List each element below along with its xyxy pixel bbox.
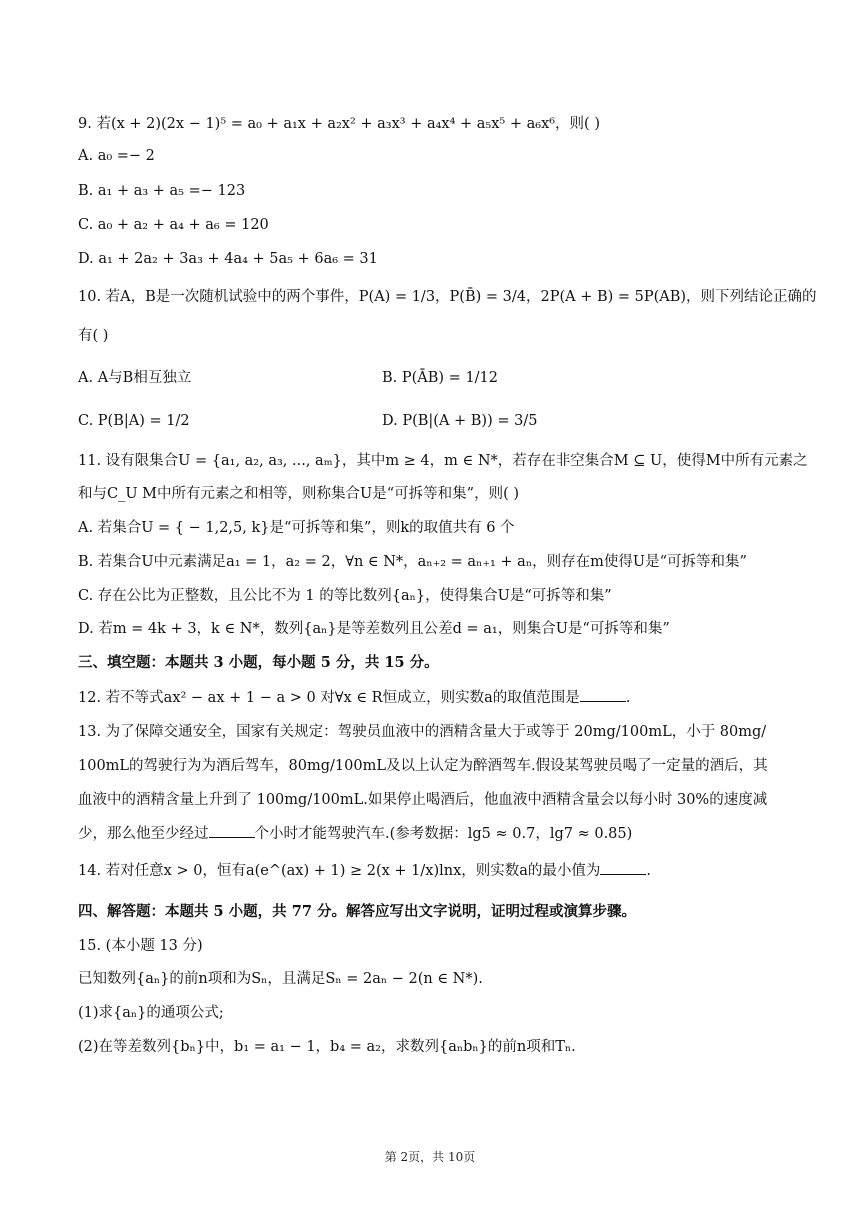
q15-given: 已知数列{aₙ}的前n项和为Sₙ，且满足Sₙ = 2aₙ − 2(n ∈ N*).: [78, 971, 483, 987]
q10-option-b: B. P(ĀB) = 1/12: [382, 370, 498, 386]
section-4-heading: 四、解答题：本题共 5 小题，共 77 分。解答应写出文字说明，证明过程或演算步骤。: [78, 903, 636, 920]
q12: [78, 687, 630, 708]
q10-stem-line2: 有( ): [78, 328, 109, 344]
q14-end: .: [646, 863, 652, 879]
q13-line4-start: 少，那么他至少经过: [78, 826, 209, 842]
q11-option-b: B. 若集合U中元素满足a₁ = 1，a₂ = 2，∀n ∈ N*，aₙ₊₂ = aₙ₊₁ + aₙ，则存在m使得U是“可拆等和集”: [78, 554, 747, 570]
q13-line1: 13. 为了保障交通安全，国家有关规定：驾驶员血液中的酒精含量大于或等于 20mg/100mL，小于 80mg/: [78, 724, 767, 740]
q12-answer-blank: [580, 687, 626, 702]
q12-text: 12. 若不等式ax² − ax + 1 − a > 0 对∀x ∈ R恒成立，则实数a的取值范围是: [78, 690, 580, 706]
q11-option-a: A. 若集合U = { − 1,2,5, k}是“可拆等和集”，则k的取值共有 6 个: [78, 520, 515, 536]
q9-option-c: C. a₀ + a₂ + a₄ + a₆ = 120: [78, 217, 269, 233]
page-footer: 第 2页，共 10页: [384, 1150, 476, 1164]
q10-option-a: A. A与B相互独立: [78, 370, 192, 386]
q13-line3: 血液中的酒精含量上升到了 100mg/100mL.如果停止喝酒后，他血液中酒精含量会以每小时 30%的速度减: [78, 792, 768, 808]
q9-stem: 9. 若(x + 2)(2x − 1)⁵ = a₀ + a₁x + a₂x² + a₃x³ + a₄x⁴ + a₅x⁵ + a₆x⁶，则( ): [78, 116, 600, 132]
q13-line4: [78, 823, 632, 844]
q14: [78, 860, 651, 881]
q9-option-b: B. a₁ + a₃ + a₅ =− 123: [78, 183, 246, 199]
q13-answer-blank: [209, 823, 255, 838]
q12-end: .: [625, 690, 631, 706]
q13-line2: 100mL的驾驶行为为酒后驾车，80mg/100mL及以上认定为醉酒驾车.假设某驾驶员喝了一定量的酒后，其: [78, 758, 768, 774]
q13-line4-end: 个小时才能驾驶汽车.(参考数据：lg5 ≈ 0.7，lg7 ≈ 0.85): [254, 826, 633, 842]
q11-stem-line1: 11. 设有限集合U = {a₁, a₂, a₃, ..., aₘ}，其中m ≥ 4，m ∈ N*，若存在非空集合M ⊆ U，使得M中所有元素之: [78, 453, 808, 469]
q9-option-d: D. a₁ + 2a₂ + 3a₃ + 4a₄ + 5a₅ + 6a₆ = 31: [78, 251, 378, 267]
q14-text: 14. 若对任意x > 0，恒有a(e^(ax) + 1) ≥ 2(x + 1/x)lnx，则实数a的最小值为: [78, 863, 601, 879]
q9-option-a: A. a₀ =− 2: [78, 148, 155, 164]
q11-option-c: C. 存在公比为正整数，且公比不为 1 的等比数列{aₙ}，使得集合U是“可拆等和集”: [78, 588, 612, 604]
q10-stem-line1: 10. 若A，B是一次随机试验中的两个事件，P(A) = 1/3，P(B̄) = 3/4，2P(A + B) = 5P(AB)，则下列结论正确的: [78, 289, 817, 305]
q10-option-d: D. P(B|(A + B)) = 3/5: [382, 413, 538, 429]
q11-stem-line2: 和与C_U M中所有元素之和相等，则称集合U是“可拆等和集”，则( ): [78, 486, 519, 502]
q11-option-d: D. 若m = 4k + 3，k ∈ N*，数列{aₙ}是等差数列且公差d = a₁，则集合U是“可拆等和集”: [78, 621, 670, 637]
q15-part2: (2)在等差数列{bₙ}中，b₁ = a₁ − 1，b₄ = a₂，求数列{aₙbₙ}的前n项和Tₙ.: [78, 1039, 576, 1055]
q15-part1: (1)求{aₙ}的通项公式;: [78, 1005, 224, 1021]
q15-title: 15. (本小题 13 分): [78, 938, 203, 954]
q14-answer-blank: [600, 860, 646, 875]
section-3-heading: 三、填空题：本题共 3 小题，每小题 5 分，共 15 分。: [78, 654, 439, 671]
q10-option-c: C. P(B|A) = 1/2: [78, 413, 190, 429]
